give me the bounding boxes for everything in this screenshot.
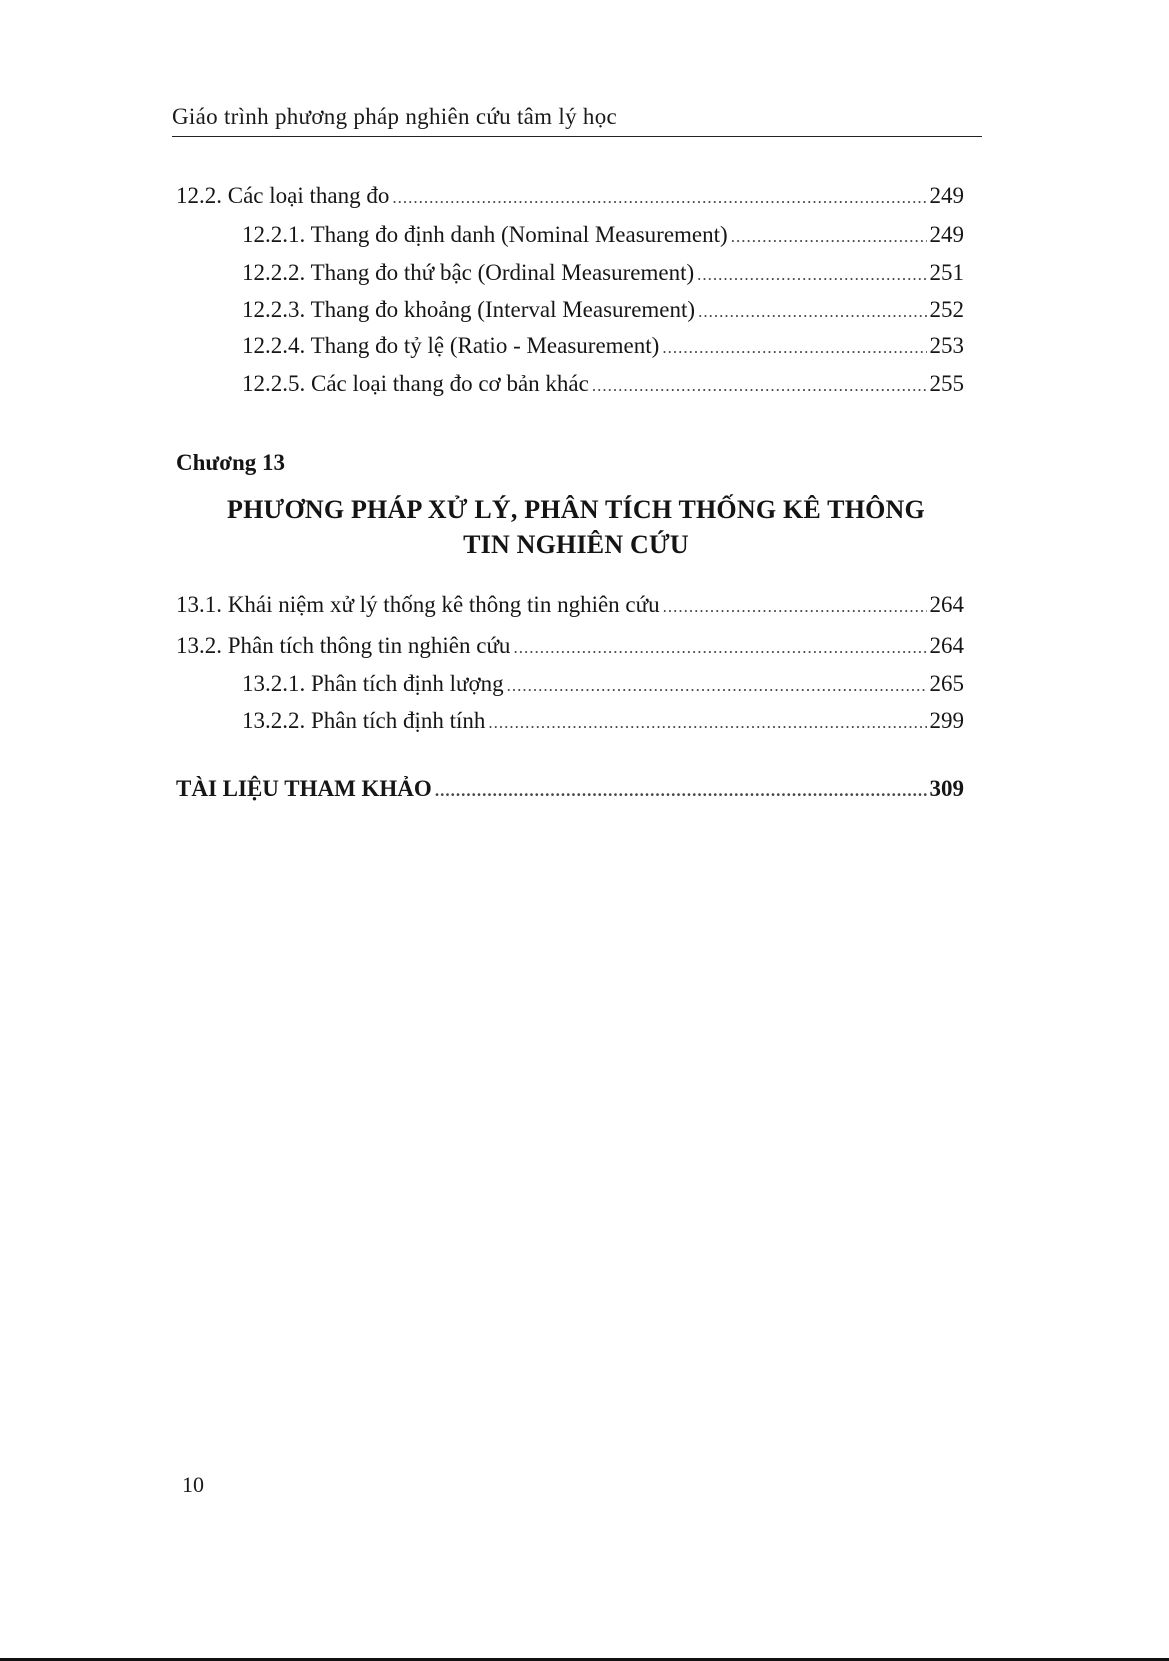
- toc-entry-page: 264: [929, 592, 964, 617]
- chapter-title-line: PHƯƠNG PHÁP XỬ LÝ, PHÂN TÍCH THỐNG KÊ THÔNG: [227, 495, 925, 524]
- toc-entry-label: 13.1. Khái niệm xử lý thống kê thông tin nghiên cứu: [176, 592, 660, 617]
- toc-entry-13-2: [176, 633, 964, 659]
- toc-entry-label: 12.2.2. Thang đo thứ bậc (Ordinal Measurement): [242, 260, 695, 285]
- toc-entry-12-2: [176, 183, 964, 209]
- toc-leader-dots: [488, 713, 926, 733]
- toc-entry-label: 13.2.1. Phân tích định lượng: [242, 671, 504, 696]
- toc-leader-dots: [662, 338, 926, 358]
- toc-entry-page: 249: [929, 222, 964, 247]
- toc-entry-13-1: [176, 592, 964, 618]
- toc-entry-12-2-3: [242, 297, 964, 323]
- toc-leader-dots: [698, 302, 926, 322]
- toc-entry-12-2-5: [242, 371, 964, 397]
- toc-entry-page: 309: [929, 776, 964, 801]
- toc-entry-label: 12.2. Các loại thang đo: [176, 183, 390, 208]
- chapter-label: Chương 13: [176, 450, 285, 475]
- toc-entry-page: 249: [929, 183, 964, 208]
- toc-leader-dots: [592, 376, 927, 396]
- toc-entry-page: 264: [929, 633, 964, 658]
- toc-entry-page: 255: [929, 371, 964, 396]
- toc-leader-dots: [731, 227, 927, 247]
- toc-entry-page: 299: [929, 708, 964, 733]
- page-number: 10: [182, 1472, 204, 1497]
- toc-entry-label: 12.2.3. Thang đo khoảng (Interval Measurement): [242, 297, 696, 322]
- toc-entry-12-2-2: [242, 260, 964, 286]
- toc-leader-dots: [697, 265, 926, 285]
- header-rule: [172, 136, 982, 137]
- toc-entry-13-2-1: [242, 671, 964, 697]
- toc-leader-dots: [663, 597, 927, 617]
- toc-entry-label: 12.2.1. Thang đo định danh (Nominal Measurement): [242, 222, 728, 247]
- toc-leader-dots: [513, 638, 926, 658]
- toc-entry-page: 252: [929, 297, 964, 322]
- toc-entry-label: 13.2.2. Phân tích định tính: [242, 708, 486, 733]
- toc-entry-page: 265: [929, 671, 964, 696]
- toc-leader-dots: [507, 676, 927, 696]
- running-header-title: Giáo trình phương pháp nghiên cứu tâm lý học: [172, 104, 618, 129]
- toc-entry-page: 253: [929, 333, 964, 358]
- toc-entry-12-2-4: [242, 333, 964, 359]
- toc-entry-label: 12.2.4. Thang đo tỷ lệ (Ratio - Measurement): [242, 333, 660, 358]
- chapter-title: [176, 492, 976, 562]
- chapter-title-line: TIN NGHIÊN CỨU: [463, 530, 689, 559]
- toc-leader-dots: [392, 188, 926, 208]
- toc-entry-13-2-2: [242, 708, 964, 734]
- toc-entry-label: TÀI LIỆU THAM KHẢO: [176, 776, 432, 801]
- toc-entry-label: 13.2. Phân tích thông tin nghiên cứu: [176, 633, 511, 658]
- toc-entry-page: 251: [929, 260, 964, 285]
- toc-entry-label: 12.2.5. Các loại thang đo cơ bản khác: [242, 371, 589, 396]
- toc-leader-dots: [435, 781, 927, 801]
- toc-entry-references: [176, 776, 964, 802]
- toc-entry-12-2-1: [242, 222, 964, 248]
